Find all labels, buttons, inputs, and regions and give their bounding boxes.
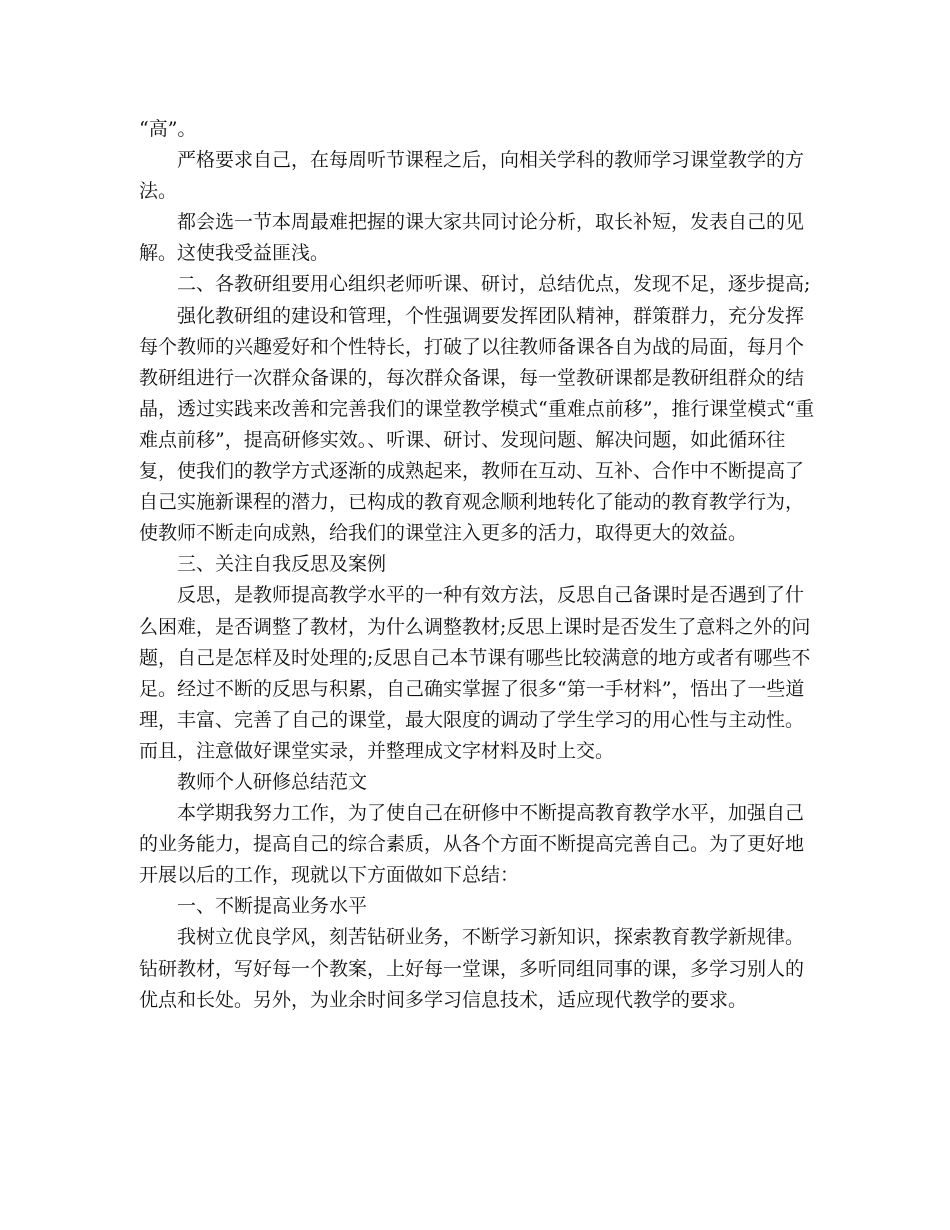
paragraph-weekly-discussion: 都会选一节本周最难把握的课大家共同讨论分析，取长补短，发表自己的见解。这使我受益匪浅。 [139, 211, 805, 265]
document-body [139, 114, 819, 1016]
paragraph-team-building: 强化教研组的建设和管理，个性强调要发挥团队精神，群策群力，充分发挥每个教师的兴趣爱好和个性特长，打破了以往教师备课各自为战的局面，每月个教研组进行一次群众备课的，每次群众备课，每一堂教研课都是教研组群众的结晶，透过实践来改善和完善我们的课堂教学模式“重难点前移”，推行课堂模式“重难点前移”，提高研修实效。、听课、研讨、发现问题、解决问题，如此循环往复，使我们的教学方式逐渐的成熟起来，教师在互动、互补、合作中不断提高了自己实施新课程的潜力，已构成的教育观念顺利地转化了能动的教育教学行为，使教师不断走向成熟，给我们的课堂注入更多的活力，取得更大的效益。 [139, 304, 815, 545]
document-subtitle: 教师个人研修总结范文 [177, 770, 368, 793]
paragraph-intro-fragment: “高”。 [139, 118, 197, 140]
paragraph-reflection: 反思，是教师提高教学水平的一种有效方法，反思自己备课时是否遇到了什么困难，是否调整了教材，为什么调整教材;反思上课时是否发生了意料之外的问题，自己是怎样及时处理的;反思自己本节课有哪些比较满意的地方或者有哪些不足。经过不断的反思与积累，自己确实掌握了很多“第一手材料”，悟出了一些道理，丰富、完善了自己的课堂，最大限度的调动了学生学习的用心性与主动性。而且，注意做好课堂实录，并整理成文字材料及时上交。 [139, 584, 811, 762]
section-heading-three: 三、关注自我反思及案例 [177, 553, 387, 576]
section-heading-two: 二、各教研组要用心组织老师听课、研讨，总结优点，发现不足，逐步提高; [177, 273, 811, 296]
section-heading-one: 一、不断提高业务水平 [177, 895, 368, 918]
paragraph-professional-study: 我树立优良学风，刻苦钻研业务，不断学习新知识，探索教育教学新规律。钻研教材，写好每一个教案，上好每一堂课，多听同组同事的课，多学习别人的优点和长处。另外，为业余时间多学习信息技术，适应现代教学的要求。 [139, 926, 805, 1011]
paragraph-strict-requirements: 严格要求自己，在每周听节课程之后，向相关学科的教师学习课堂教学的方法。 [139, 149, 805, 203]
paragraph-semester-summary: 本学期我努力工作，为了使自己在研修中不断提高教育教学水平，加强自己的业务能力，提高自己的综合素质，从各个方面不断提高完善自己。为了更好地开展以后的工作，现就以下方面做如下总结： [139, 802, 805, 887]
